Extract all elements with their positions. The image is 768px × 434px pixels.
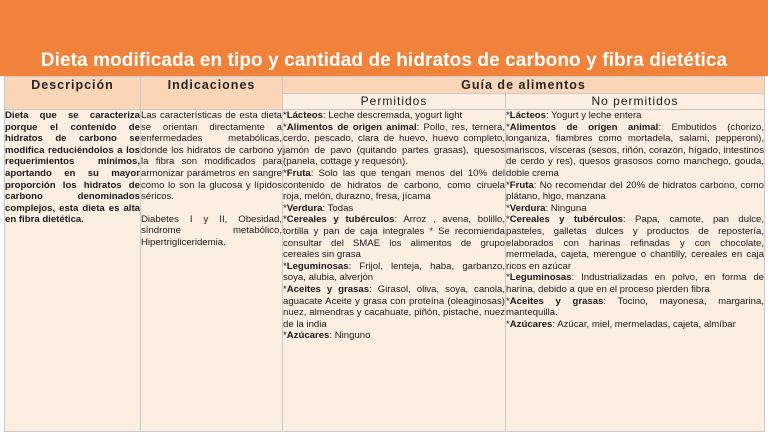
item-prefix: * xyxy=(283,202,287,214)
food-group-text: : Tocino, mayonesa, margarina, mantequilla. xyxy=(506,295,765,319)
food-item xyxy=(506,214,764,272)
food-group-label: Alimentos de origen animal xyxy=(509,121,659,133)
item-prefix: * xyxy=(283,214,287,226)
food-group-text: : Solo las que tengan menos del 10% del contenido de hidratos de carbono, como ciruela roja, melón, durazno, fresa, jícama xyxy=(283,167,505,203)
descripcion-text: Dieta que se caracteriza porque el contenido de hidratos de carbono se modifica reduciéndolos a los requerimientos mínimos, aportando en su mayor proporción los hidratos de carbono denominados complejos, esta dieta es alta en fibra dietética. xyxy=(5,110,140,226)
item-prefix: * xyxy=(506,272,510,284)
food-group-label: Cereales y tubérculos xyxy=(286,214,395,226)
food-item xyxy=(283,330,505,342)
item-prefix: * xyxy=(506,121,510,133)
page-title: Dieta modificada en tipo y cantidad de hidratos de carbono y fibra dietética xyxy=(40,50,728,71)
food-group-text: : Pollo, res, ternera, cerdo, pescado, clara de huevo, huevo completo, jamón de pavo (quitando partes grasas), quesos (panela, cottage y requesón). xyxy=(283,121,506,168)
food-item xyxy=(283,122,505,168)
food-item xyxy=(506,110,764,122)
item-prefix: * xyxy=(283,260,287,272)
food-item xyxy=(283,261,505,284)
header-guia: Guía de alimentos xyxy=(283,77,765,94)
item-prefix: * xyxy=(506,318,510,330)
item-prefix: * xyxy=(283,330,287,342)
item-prefix: * xyxy=(283,283,287,295)
food-group-text: : No recomendar del 20% de hidratos carbono, como plátano, higo, manzana xyxy=(506,179,765,203)
indicaciones-cell xyxy=(141,110,283,432)
food-group-text: : Papa, camote, pan dulce, pasteles, galletas dulces y productos de repostería, elaborados con harinas refinadas y con chocolate, mermelada, cajeta, merengue o chantilly, cereales en caja ricos en azúcar xyxy=(506,214,765,272)
item-prefix: * xyxy=(283,110,287,121)
food-item xyxy=(506,203,764,215)
food-item xyxy=(506,296,764,319)
food-group-text: : Arroz , avena, bolillo, tortilla y pan de caja integrales * Se recomienda consultar del SMAE los alimentos de grupo cereales sin grasa xyxy=(283,214,505,261)
no-permitidos-cell xyxy=(506,110,765,432)
food-item xyxy=(506,122,764,180)
header-permitidos: Permitidos xyxy=(283,94,506,110)
food-group-text: : Ninguno xyxy=(329,330,371,342)
food-group-label: Lácteos xyxy=(286,110,323,121)
food-group-text: : Leche descremada, yogurt light xyxy=(323,110,463,121)
food-group-label: Aceites y grasas xyxy=(286,283,370,295)
indicaciones-paragraph: Diabetes I y II, Obesidad, síndrome metabólico, Hipertrigliceridemia. xyxy=(141,213,282,248)
food-group-text: : Girasol, oliva, soya, canola, aguacate Aceite y grasa con proteína (oleaginosas) nuez, almendras y cacahuate, piñón, pistache, nuez de la india xyxy=(283,283,505,330)
item-prefix: * xyxy=(506,295,510,307)
food-group-label: Verdura xyxy=(509,202,546,214)
food-group-text: : Azúcar, miel, mermeladas, cajeta, almíbar xyxy=(552,318,736,330)
permitidos-list xyxy=(283,110,505,342)
food-item xyxy=(506,180,764,203)
diet-table xyxy=(4,76,765,432)
food-group-text: : Industrializadas en polvo, en forma de harina, debido a que en el proceso pierden fibra xyxy=(506,272,765,295)
food-group-text: : Embutidos (chorizo, longaniza, fiambres como mortadela, salami, pepperoni), mariscos, vísceras (sesos, riñón, corazón, hígado, intestinos de cerdo y res), quesos grasosos como manchego, gouda, doble crema xyxy=(506,121,765,179)
header-indicaciones: Indicaciones xyxy=(141,77,283,110)
header-no-permitidos: No permitidos xyxy=(506,94,765,110)
item-prefix: * xyxy=(283,167,287,179)
item-prefix: * xyxy=(283,121,287,133)
food-group-label: Aceites y grasas xyxy=(509,295,604,307)
food-item xyxy=(283,214,505,260)
header-descripcion: Descripción xyxy=(5,77,141,110)
food-group-label: Leguminosas xyxy=(286,260,349,272)
food-item xyxy=(506,319,764,331)
food-group-text: : Frijol, lenteja, haba, garbanzo, soya, alubia, alverjón xyxy=(283,260,505,284)
descripcion-cell xyxy=(5,110,141,432)
food-group-label: Fruta xyxy=(509,179,534,191)
food-group-label: Alimentos de origen animal xyxy=(286,121,417,133)
food-item xyxy=(283,203,505,215)
food-group-label: Fruta xyxy=(286,167,311,179)
item-prefix: * xyxy=(506,179,510,191)
no-permitidos-list xyxy=(506,110,764,330)
food-item xyxy=(283,168,505,203)
item-prefix: * xyxy=(506,202,510,214)
food-item xyxy=(283,110,505,122)
food-item xyxy=(283,284,505,330)
food-group-label: Lácteos xyxy=(509,110,546,121)
item-prefix: * xyxy=(506,214,510,226)
food-item xyxy=(506,272,764,295)
food-group-label: Azúcares xyxy=(286,330,330,342)
title-bar xyxy=(0,0,768,76)
item-prefix: * xyxy=(506,110,510,121)
permitidos-cell xyxy=(283,110,506,432)
food-group-label: Cereales y tubérculos xyxy=(509,214,623,226)
food-group-label: Verdura xyxy=(286,202,323,214)
food-group-text: : Ninguna xyxy=(545,202,587,214)
indicaciones-paragraph: Las características de esta dieta se orientan directamente a enfermedades metabólicas, donde los hidratos de carbono y la fibra son modificados para armonizar parámetros en sangre como lo son la glucosa y lípidos séricos. xyxy=(141,110,282,203)
food-group-text: : Yogurt y leche entera xyxy=(546,110,642,121)
food-group-label: Leguminosas xyxy=(509,272,572,284)
food-group-label: Azúcares xyxy=(509,318,553,330)
food-group-text: : Todas xyxy=(322,202,354,214)
